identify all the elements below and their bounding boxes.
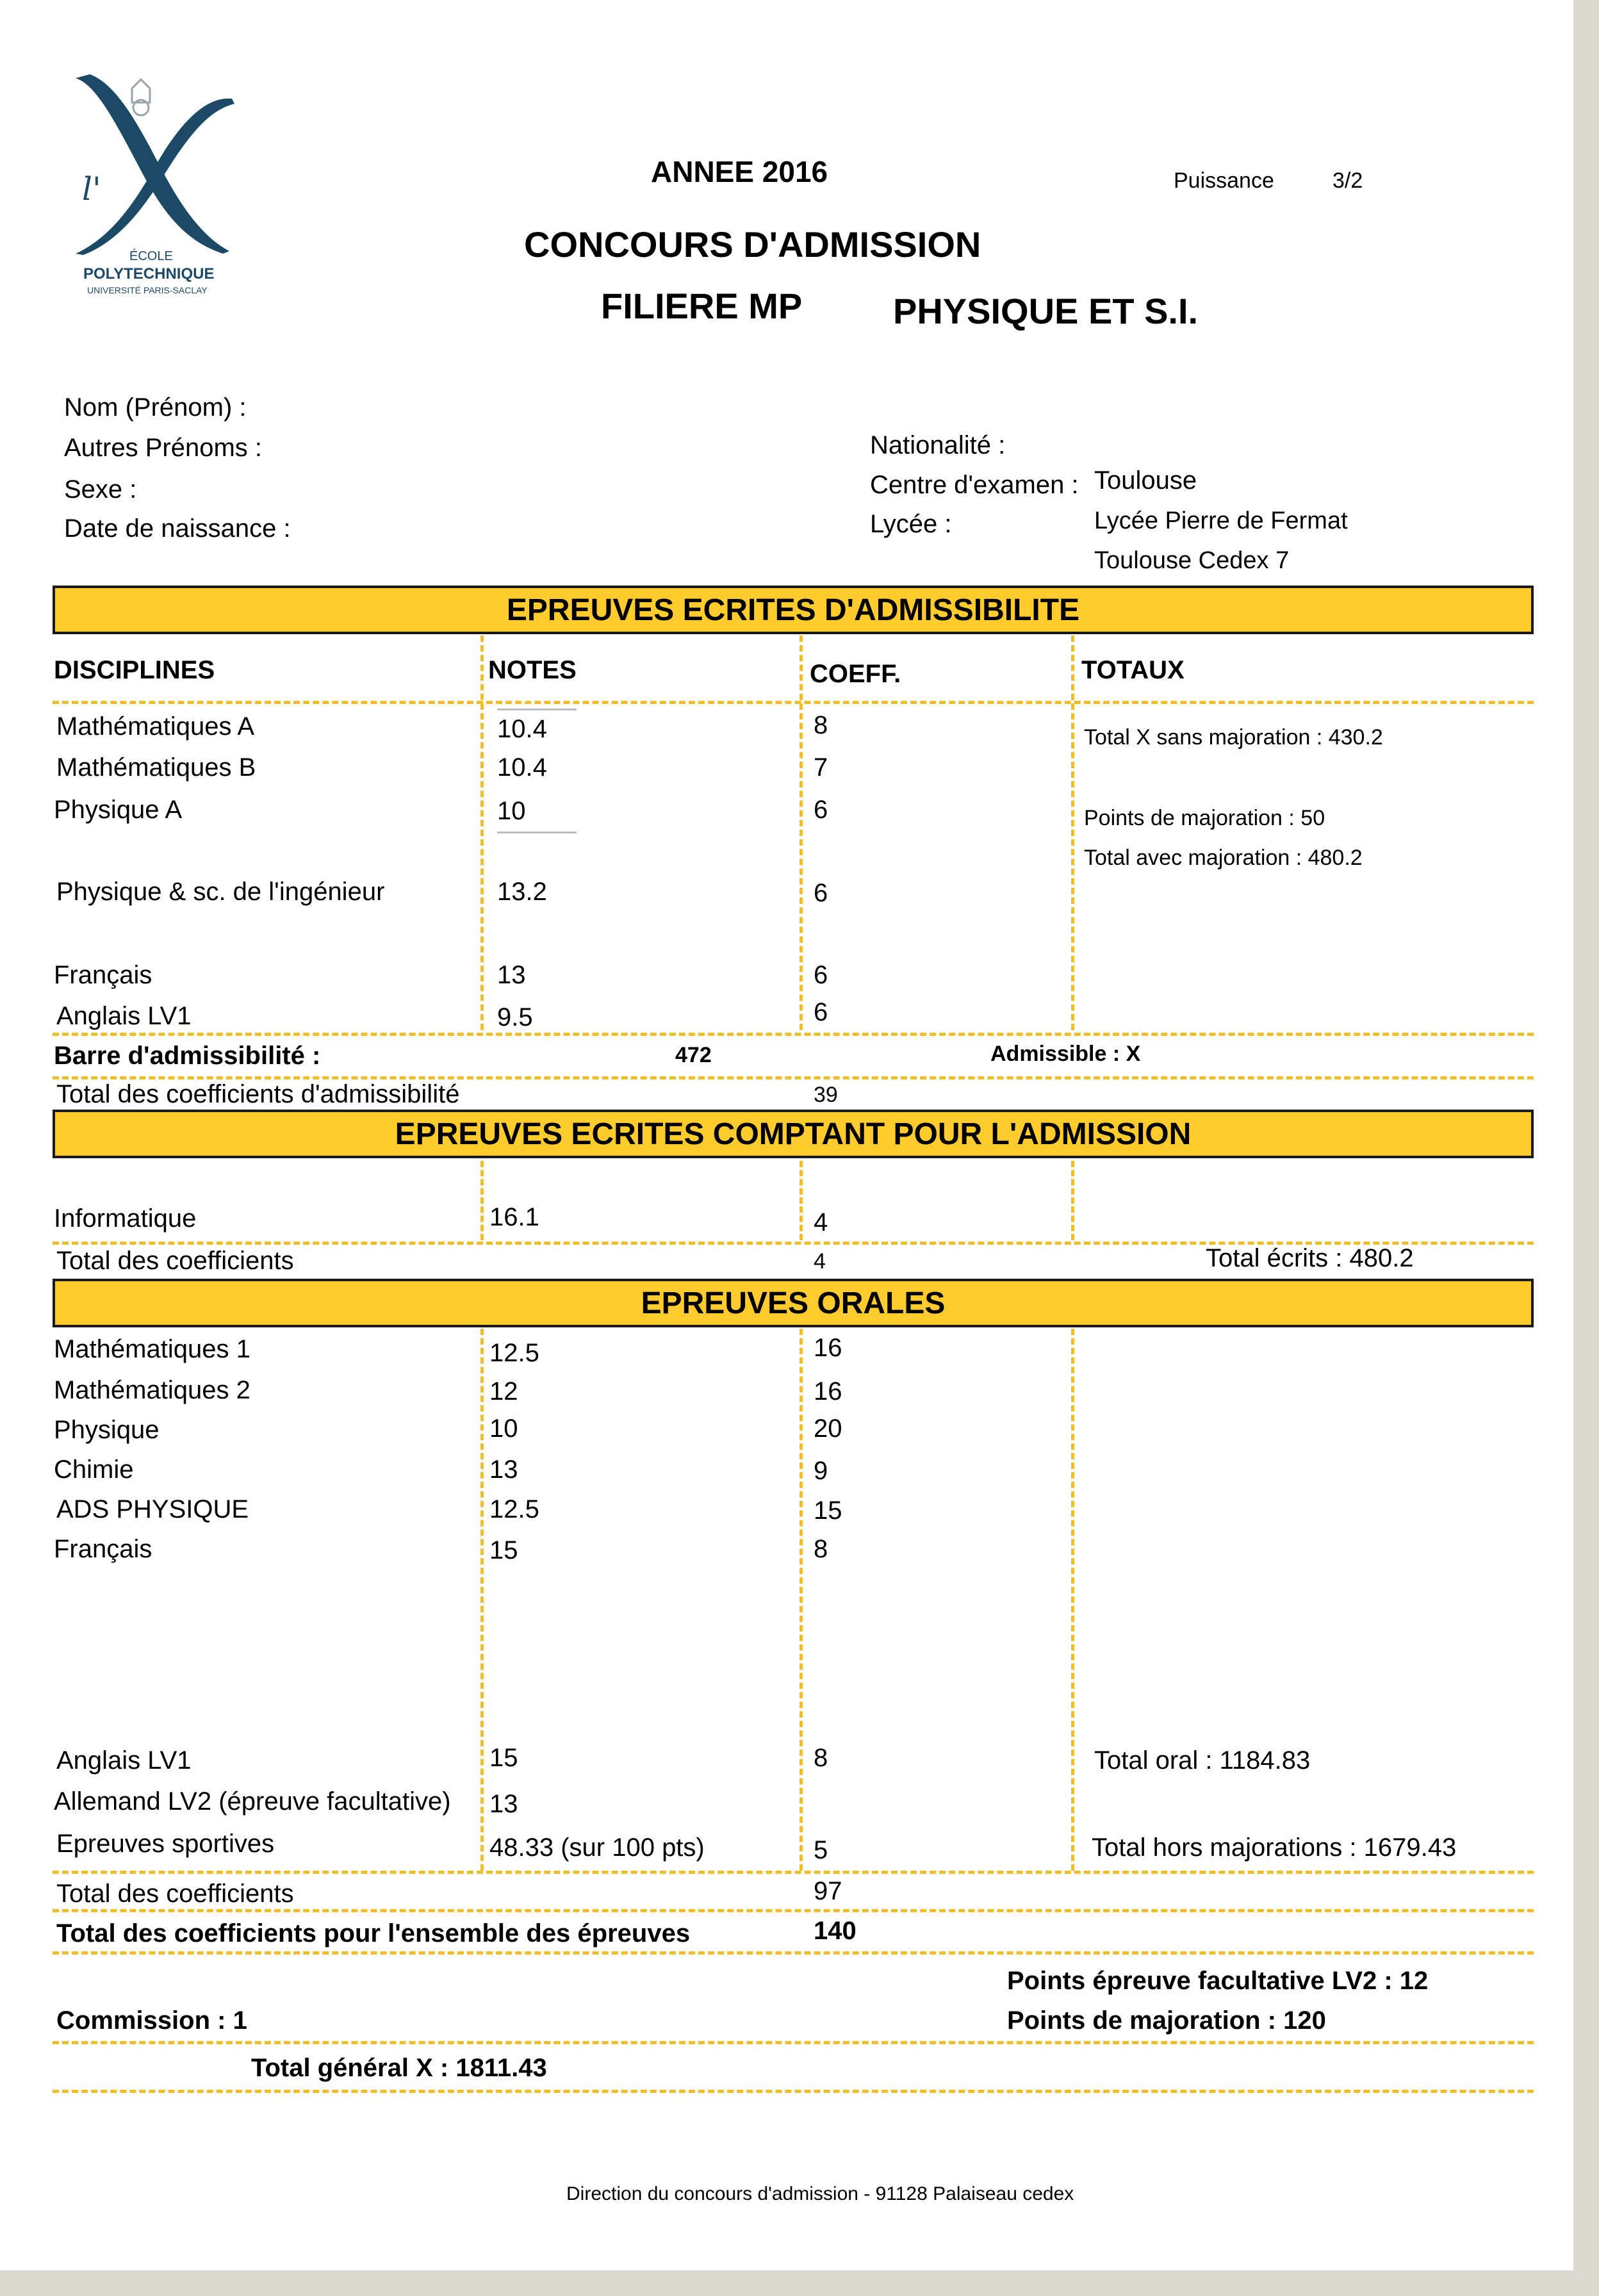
note-cell: 13 — [489, 1790, 518, 1818]
column-divider — [800, 636, 803, 1030]
logo-line3: UNIVERSITÉ PARIS-SACLAY — [87, 285, 208, 295]
note-cell: 12.5 — [489, 1339, 539, 1367]
coeff-cell: 15 — [814, 1496, 842, 1525]
col-totaux: TOTAUX — [1081, 656, 1185, 684]
col-notes: NOTES — [488, 656, 577, 684]
autres-prenoms-label: Autres Prénoms : — [64, 434, 263, 462]
total-coeff-admissibilite-label: Total des coefficients d'admissibilité — [56, 1080, 460, 1108]
banner-orales: EPREUVES ORALES — [53, 1279, 1534, 1327]
note-cell: 16.1 — [489, 1203, 539, 1231]
note-cell: 10 — [489, 1414, 518, 1443]
discipline-cell: Mathématiques 1 — [54, 1335, 250, 1363]
column-divider — [1071, 1329, 1074, 1871]
discipline-cell: Physique & sc. de l'ingénieur — [56, 878, 385, 906]
note-cell: 13 — [497, 961, 526, 989]
lycee-line2: Toulouse Cedex 7 — [1094, 547, 1290, 574]
note-cell: 12 — [489, 1377, 518, 1406]
barre-value: 472 — [675, 1043, 712, 1067]
col-coeff: COEFF. — [810, 660, 901, 688]
nom-label: Nom (Prénom) : — [64, 393, 247, 422]
discipline-cell: Anglais LV1 — [56, 1746, 192, 1775]
discipline-cell: Anglais LV1 — [56, 1002, 192, 1030]
date-naissance-label: Date de naissance : — [64, 514, 291, 543]
divider — [53, 2041, 1534, 2044]
coeff-cell: 6 — [814, 879, 828, 907]
discipline-cell: Mathématiques A — [56, 712, 255, 741]
year-heading: ANNEE 2016 — [651, 155, 828, 188]
discipline-cell: Allemand LV2 (épreuve facultative) — [54, 1787, 451, 1816]
coeff-cell: 6 — [814, 998, 828, 1026]
concours-title: CONCOURS D'ADMISSION — [524, 224, 981, 265]
discipline-cell: Français — [54, 1535, 152, 1563]
sexe-label: Sexe : — [64, 475, 137, 504]
total-coeff-orales-label: Total des coefficients — [56, 1880, 294, 1908]
total-coeff-admissibilite-value: 39 — [814, 1083, 838, 1107]
coeff-cell: 5 — [814, 1836, 828, 1864]
total-hors-majorations: Total hors majorations : 1679.43 — [1092, 1833, 1457, 1862]
points-facultative: Points épreuve facultative LV2 : 12 — [1007, 1967, 1429, 1995]
note-cell: 12.5 — [489, 1495, 539, 1523]
coeff-cell: 20 — [814, 1414, 842, 1443]
total-oral: Total oral : 1184.83 — [1094, 1746, 1311, 1775]
x-logo-icon — [70, 70, 237, 263]
note-cell: 10.4 — [497, 715, 547, 743]
column-divider — [1071, 1161, 1074, 1240]
discipline-cell: Mathématiques 2 — [54, 1376, 250, 1404]
discipline-cell: Chimie — [54, 1456, 134, 1484]
column-divider — [480, 636, 484, 1030]
discipline-cell: Français — [54, 961, 152, 989]
total-coeff-ensemble-value: 140 — [814, 1917, 857, 1945]
discipline-cell: Mathématiques B — [56, 753, 256, 782]
barre-label: Barre d'admissibilité : — [54, 1042, 321, 1070]
coeff-cell: 8 — [814, 1744, 828, 1772]
centre-value: Toulouse — [1094, 466, 1197, 495]
coeff-cell: 4 — [814, 1208, 828, 1236]
banner-ecrits-admission: EPREUVES ECRITES COMPTANT POUR L'ADMISSION — [53, 1110, 1534, 1158]
coeff-cell: 8 — [814, 711, 828, 739]
divider — [53, 701, 1534, 704]
filiere: FILIERE MP — [601, 286, 803, 326]
puissance-label: Puissance — [1174, 168, 1274, 193]
total-ecrits: Total écrits : 480.2 — [1206, 1244, 1414, 1272]
banner-admissibilite: EPREUVES ECRITES D'ADMISSIBILITE — [53, 586, 1534, 634]
total-general: Total général X : 1811.43 — [251, 2054, 547, 2082]
commission: Commission : 1 — [56, 2006, 247, 2035]
lycee-label: Lycée : — [870, 510, 952, 538]
divider — [53, 1076, 1534, 1079]
col-disciplines: DISCIPLINES — [54, 656, 215, 684]
points-majoration: Points de majoration : 50 — [1084, 806, 1325, 830]
centre-label: Centre d'examen : — [870, 471, 1079, 499]
coeff-cell: 8 — [814, 1535, 828, 1563]
option: PHYSIQUE ET S.I. — [893, 291, 1199, 331]
nationalite-label: Nationalité : — [870, 431, 1006, 459]
puissance-value: 3/2 — [1332, 168, 1363, 193]
note-cell: 48.33 (sur 100 pts) — [489, 1833, 705, 1862]
note-cell: 15 — [489, 1536, 518, 1564]
column-divider — [800, 1329, 803, 1871]
coeff-cell: 7 — [814, 753, 828, 782]
note-cell: 10.4 — [497, 753, 547, 782]
total-avec-majoration: Total avec majoration : 480.2 — [1084, 846, 1363, 870]
column-divider — [800, 1161, 803, 1240]
coeff-cell: 16 — [814, 1377, 842, 1406]
coeff-cell: 6 — [814, 961, 828, 989]
divider — [53, 1951, 1534, 1955]
note-cell: 13 — [489, 1456, 518, 1484]
note-underline — [497, 709, 577, 710]
divider — [53, 2090, 1534, 2093]
divider — [53, 1033, 1534, 1036]
logo-line2: POLYTECHNIQUE — [83, 265, 215, 283]
logo-line1: ÉCOLE — [129, 249, 173, 263]
admissible-status: Admissible : X — [990, 1042, 1141, 1066]
coeff-cell: 6 — [814, 796, 828, 824]
logo-script: l' — [82, 170, 101, 208]
column-divider — [480, 1329, 484, 1871]
lycee-line1: Lycée Pierre de Fermat — [1094, 507, 1348, 534]
divider — [53, 1871, 1534, 1874]
points-majoration-final: Points de majoration : 120 — [1007, 2006, 1326, 2035]
total-coeff-ensemble-label: Total des coefficients pour l'ensemble des épreuves — [56, 1919, 691, 1948]
discipline-cell: Physique A — [54, 796, 183, 824]
coeff-cell: 16 — [814, 1334, 842, 1362]
discipline-cell: Physique — [54, 1416, 160, 1444]
divider — [53, 1909, 1534, 1912]
column-divider — [1071, 636, 1074, 1030]
total-sans-majoration: Total X sans majoration : 430.2 — [1084, 725, 1383, 750]
discipline-cell: Epreuves sportives — [56, 1830, 275, 1858]
total-coeff-ecrits-value: 4 — [814, 1249, 826, 1274]
note-underline — [497, 832, 577, 833]
note-cell: 13.2 — [497, 878, 547, 906]
ecole-polytechnique-logo — [70, 70, 237, 301]
note-cell: 15 — [489, 1744, 518, 1772]
coeff-cell: 9 — [814, 1457, 828, 1485]
note-cell: 10 — [497, 797, 526, 825]
total-coeff-orales-value: 97 — [814, 1877, 842, 1905]
footer-address: Direction du concours d'admission - 91128 Palaiseau cedex — [566, 2183, 1074, 2204]
total-coeff-ecrits-label: Total des coefficients — [56, 1247, 294, 1275]
note-cell: 9.5 — [497, 1003, 533, 1031]
discipline-cell: Informatique — [54, 1204, 197, 1233]
discipline-cell: ADS PHYSIQUE — [56, 1495, 249, 1523]
column-divider — [480, 1161, 484, 1240]
